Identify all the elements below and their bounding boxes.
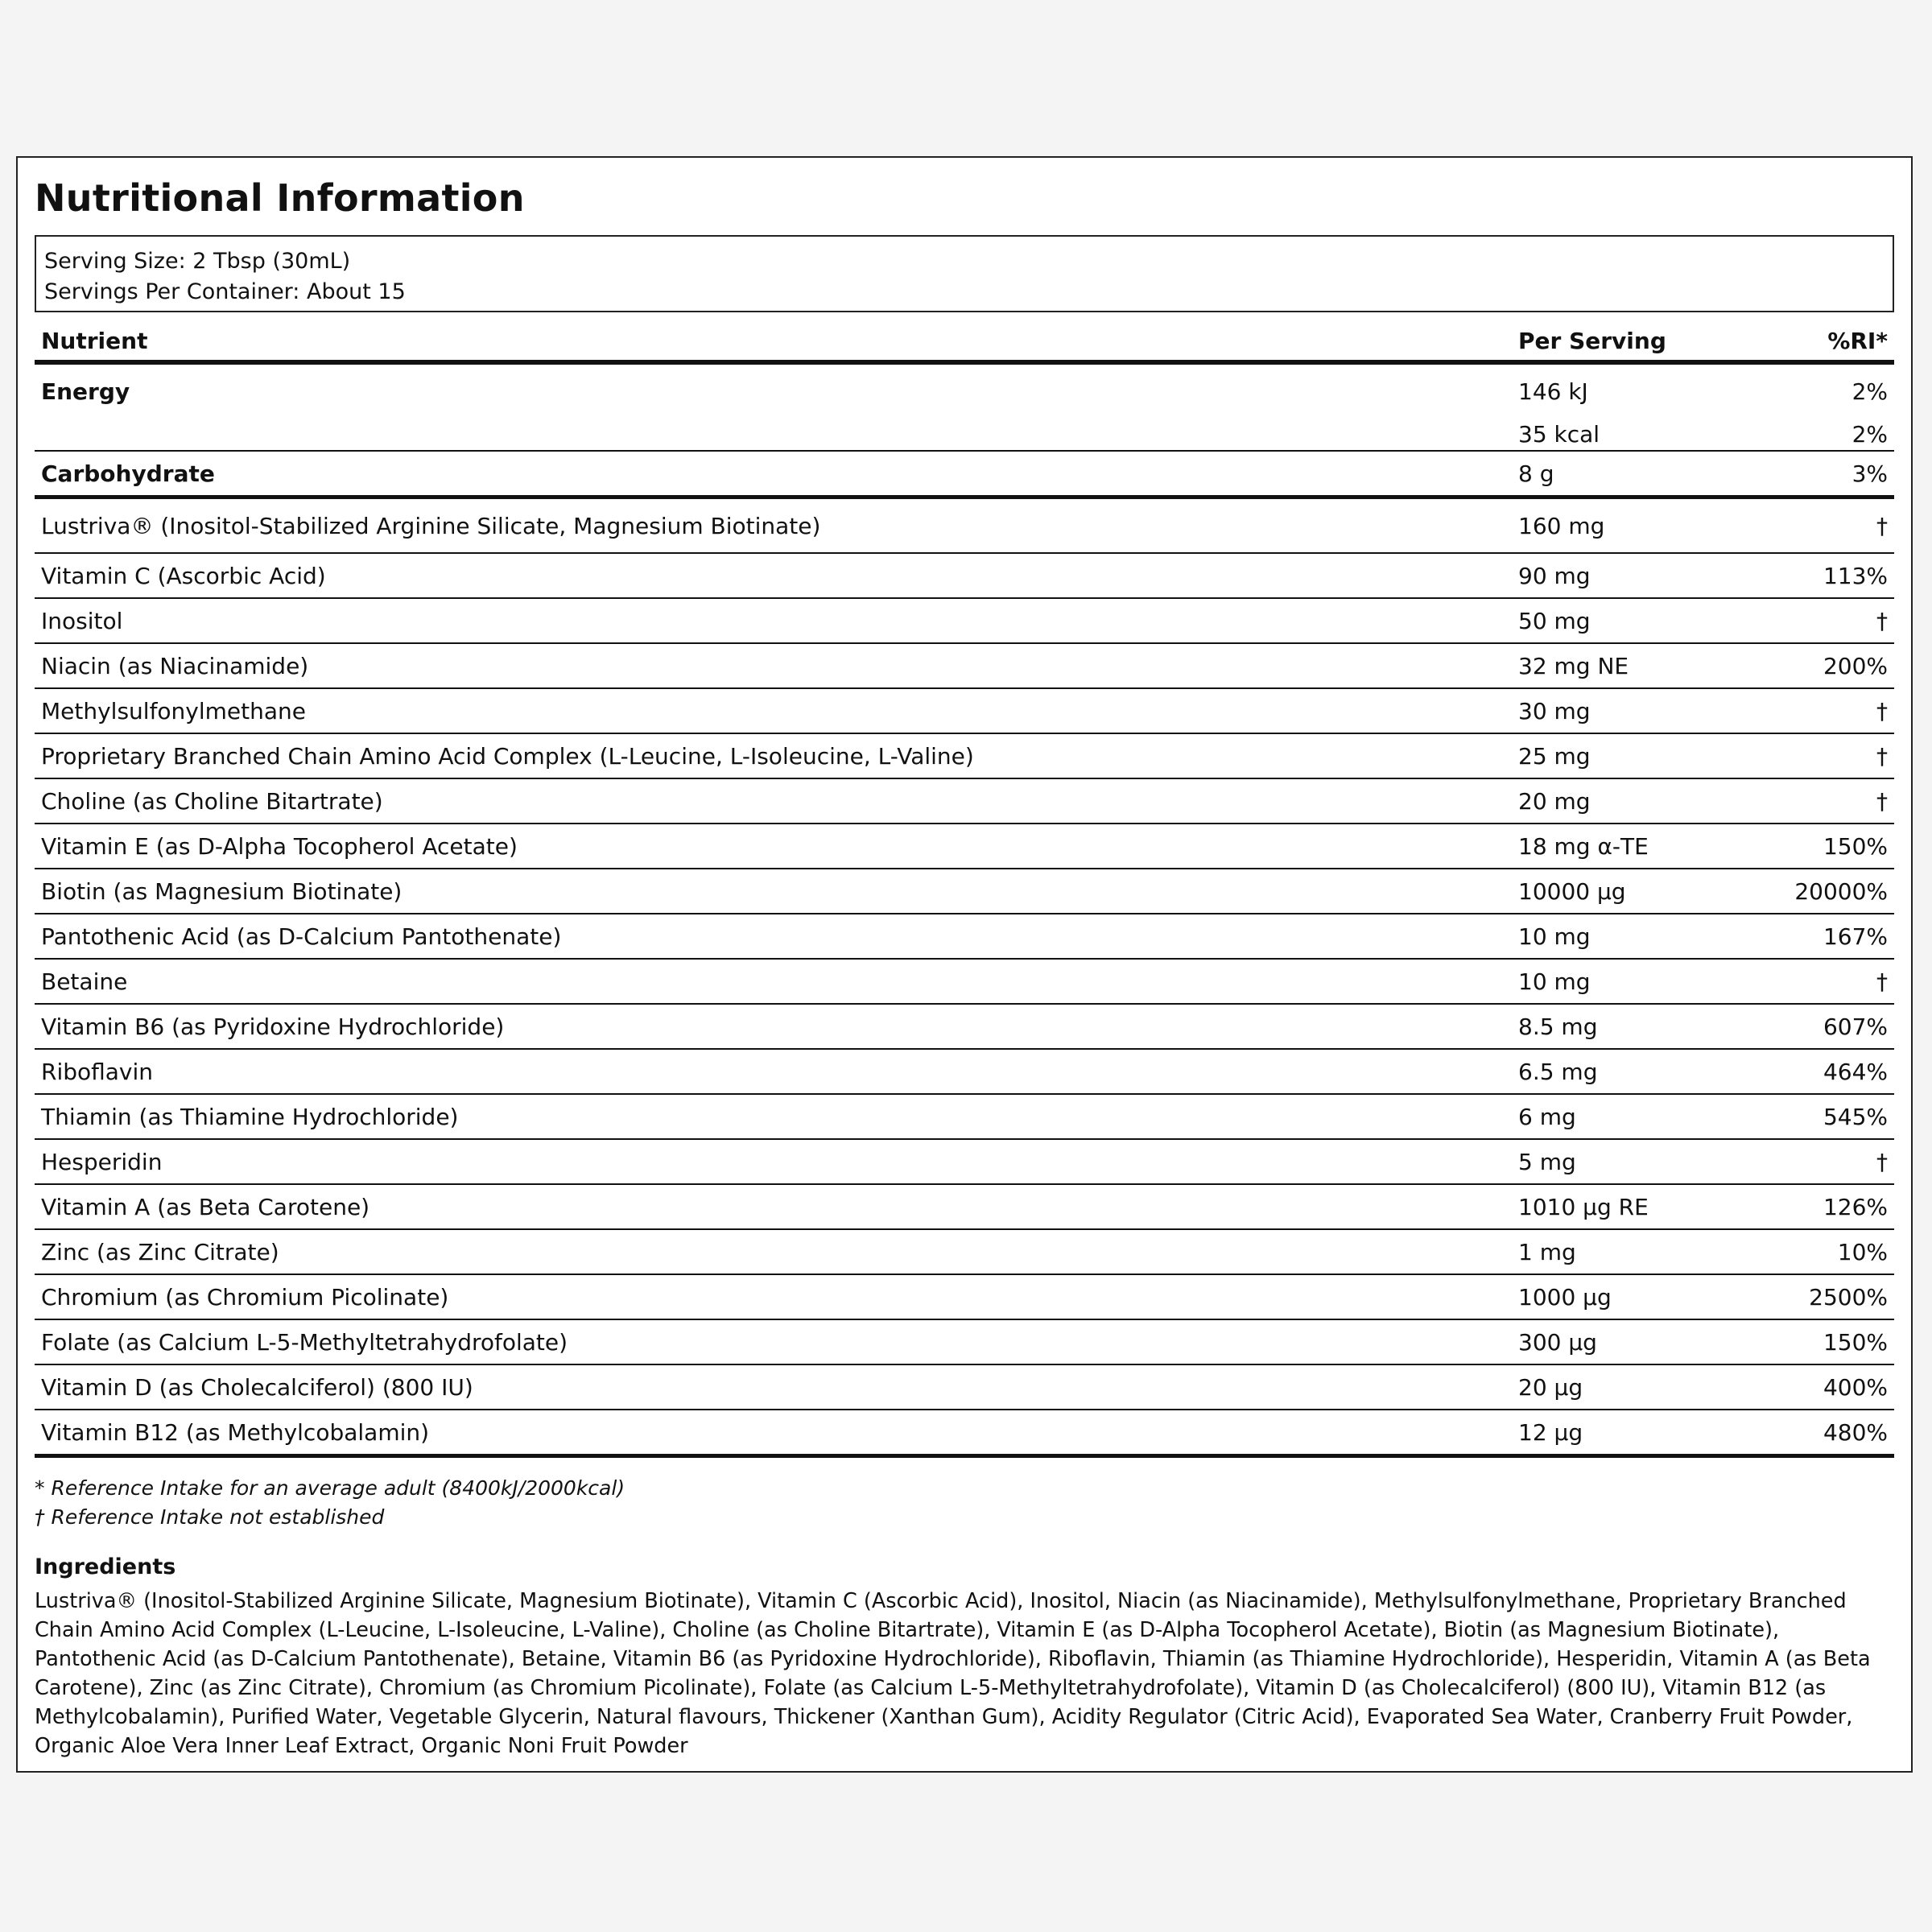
table-row xyxy=(35,598,1894,643)
nutrient-name: Proprietary Branched Chain Amino Acid Complex (L-Leucine, L-Isoleucine, L-Valine) xyxy=(35,733,1512,778)
nutrient-amount: 90 mg xyxy=(1512,553,1766,598)
nutrient-name: Folate (as Calcium L-5-Methyltetrahydrofolate) xyxy=(35,1319,1512,1364)
table-row xyxy=(35,1049,1894,1094)
footnotes xyxy=(35,1474,1894,1532)
nutrient-name: Vitamin D (as Cholecalciferol) (800 IU) xyxy=(35,1364,1512,1410)
table-row xyxy=(35,1229,1894,1274)
nutrient-amount: 10 mg xyxy=(1512,959,1766,1004)
nutrient-amount: 6 mg xyxy=(1512,1094,1766,1139)
nutrient-amount: 1010 µg RE xyxy=(1512,1184,1766,1229)
nutrient-ri: 126% xyxy=(1766,1184,1894,1229)
nutrient-name: Lustriva® (Inositol-Stabilized Arginine Silicate, Magnesium Biotinate) xyxy=(35,497,1512,554)
nutrient-ri: 2500% xyxy=(1766,1274,1894,1319)
table-row xyxy=(35,1274,1894,1319)
nutrient-amount: 8.5 mg xyxy=(1512,1004,1766,1049)
nutrient-name: Riboflavin xyxy=(35,1049,1512,1094)
nutrient-amount: 300 µg xyxy=(1512,1319,1766,1364)
nutrient-name: Vitamin E (as D-Alpha Tocopherol Acetate) xyxy=(35,824,1512,869)
table-row xyxy=(35,824,1894,869)
nutrient-ri: 20000% xyxy=(1766,869,1894,914)
table-row xyxy=(35,1184,1894,1229)
nutrient-ri: 113% xyxy=(1766,553,1894,598)
carbohydrate-label: Carbohydrate xyxy=(35,451,1512,497)
nutrient-amount: 6.5 mg xyxy=(1512,1049,1766,1094)
energy-kj: 146 kJ xyxy=(1518,378,1588,405)
nutrient-name: Thiamin (as Thiamine Hydrochloride) xyxy=(35,1094,1512,1139)
page-title: Nutritional Information xyxy=(35,176,525,220)
nutrient-amount: 10000 µg xyxy=(1512,869,1766,914)
nutrient-amount: 20 µg xyxy=(1512,1364,1766,1410)
nutrient-ri: 200% xyxy=(1766,643,1894,688)
carbohydrate-row xyxy=(35,451,1894,497)
nutrient-name: Vitamin C (Ascorbic Acid) xyxy=(35,553,1512,598)
table-header-row xyxy=(35,322,1894,362)
nutrient-ri: † xyxy=(1766,688,1894,733)
nutrient-name: Pantothenic Acid (as D-Calcium Pantothenate) xyxy=(35,914,1512,959)
table-row xyxy=(35,778,1894,824)
table-row xyxy=(35,553,1894,598)
energy-kcal: 35 kcal xyxy=(1512,418,1766,451)
carbohydrate-amount: 8 g xyxy=(1512,451,1766,497)
table-row xyxy=(35,733,1894,778)
nutrient-name: Zinc (as Zinc Citrate) xyxy=(35,1229,1512,1274)
nutrient-amount: 10 mg xyxy=(1512,914,1766,959)
energy-row xyxy=(35,362,1894,418)
nutrient-name: Vitamin B6 (as Pyridoxine Hydrochloride) xyxy=(35,1004,1512,1049)
nutrient-name: Vitamin B12 (as Methylcobalamin) xyxy=(35,1410,1512,1456)
nutrient-ri: 607% xyxy=(1766,1004,1894,1049)
table-row xyxy=(35,1410,1894,1456)
ingredients-heading: Ingredients xyxy=(35,1554,176,1579)
energy-kj-ri: 2% xyxy=(1852,378,1888,405)
nutrient-amount: 50 mg xyxy=(1512,598,1766,643)
nutrient-ri: 400% xyxy=(1766,1364,1894,1410)
nutrient-ri: 150% xyxy=(1766,824,1894,869)
header-nutrient: Nutrient xyxy=(35,322,1512,362)
nutrient-name: Chromium (as Chromium Picolinate) xyxy=(35,1274,1512,1319)
nutrient-ri: 167% xyxy=(1766,914,1894,959)
table-row xyxy=(35,1139,1894,1184)
nutrient-ri: 545% xyxy=(1766,1094,1894,1139)
energy-kcal-row xyxy=(35,418,1894,451)
nutrient-name: Betaine xyxy=(35,959,1512,1004)
table-row xyxy=(35,497,1894,554)
nutrition-table xyxy=(35,322,1894,1458)
nutrient-ri: † xyxy=(1766,598,1894,643)
nutrient-amount: 5 mg xyxy=(1512,1139,1766,1184)
energy-label: Energy xyxy=(41,378,130,405)
nutrient-amount: 12 µg xyxy=(1512,1410,1766,1456)
table-row xyxy=(35,1094,1894,1139)
table-row xyxy=(35,869,1894,914)
nutrient-amount: 25 mg xyxy=(1512,733,1766,778)
nutrient-ri: 150% xyxy=(1766,1319,1894,1364)
servings-per-container: Servings Per Container: About 15 xyxy=(44,279,406,304)
table-row xyxy=(35,643,1894,688)
nutrient-ri: 480% xyxy=(1766,1410,1894,1456)
nutrient-ri: † xyxy=(1766,497,1894,554)
nutrient-ri: † xyxy=(1766,778,1894,824)
footnote-ri: * Reference Intake for an average adult (8400kJ/2000kcal) xyxy=(35,1476,625,1500)
nutrient-amount: 32 mg NE xyxy=(1512,643,1766,688)
nutrient-name: Choline (as Choline Bitartrate) xyxy=(35,778,1512,824)
nutrient-amount: 30 mg xyxy=(1512,688,1766,733)
table-row xyxy=(35,959,1894,1004)
table-row xyxy=(35,914,1894,959)
nutrient-name: Vitamin A (as Beta Carotene) xyxy=(35,1184,1512,1229)
nutrient-name: Inositol xyxy=(35,598,1512,643)
nutrient-name: Methylsulfonylmethane xyxy=(35,688,1512,733)
header-per-serving: Per Serving xyxy=(1512,322,1766,362)
nutrient-amount: 1 mg xyxy=(1512,1229,1766,1274)
serving-info-box xyxy=(35,235,1894,312)
nutrient-ri: 464% xyxy=(1766,1049,1894,1094)
serving-size: Serving Size: 2 Tbsp (30mL) xyxy=(44,249,351,274)
ingredients-text: Lustriva® (Inositol-Stabilized Arginine Silicate, Magnesium Biotinate), Vitamin C (Ascorbic Acid), Inositol, Niacin (as Niacinamide), Methylsulfonylmethane, Proprietary Branched Chain Amino Acid Complex (L-Leucine, L-Isoleucine, L-Valine), Choline (as Choline Bitartrate), Vitamin E (as D-Alpha Tocopherol Acetate), Biotin (as Magnesium Biotinate), Pantothenic Acid (as D-Calcium Pantothenate), Betaine, Vitamin B6 (as Pyridoxine Hydrochloride), Riboflavin, Thiamin (as Thiamine Hydrochloride), Hesperidin, Vitamin A (as Beta Carotene), Zinc (as Zinc Citrate), Chromium (as Chromium Picolinate), Folate (as Calcium L-5-Methyltetrahydrofolate), Vitamin D (as Cholecalciferol) (800 IU), Vitamin B12 (as Methylcobalamin), Purified Water, Vegetable Glycerin, Natural flavours, Thickener (Xanthan Gum), Acidity Regulator (Citric Acid), Evaporated Sea Water, Cranberry Fruit Powder, Organic Aloe Vera Inner Leaf Extract, Organic Noni Fruit Powder xyxy=(35,1589,1871,1758)
nutrient-ri: 10% xyxy=(1766,1229,1894,1274)
footnote-dagger: † Reference Intake not established xyxy=(35,1505,385,1529)
nutrient-amount: 1000 µg xyxy=(1512,1274,1766,1319)
nutrient-ri: † xyxy=(1766,959,1894,1004)
nutrient-amount: 160 mg xyxy=(1512,497,1766,554)
table-row xyxy=(35,1004,1894,1049)
table-row xyxy=(35,688,1894,733)
energy-kcal-ri: 2% xyxy=(1766,418,1894,451)
nutrient-name: Niacin (as Niacinamide) xyxy=(35,643,1512,688)
table-row xyxy=(35,1364,1894,1410)
nutrient-ri: † xyxy=(1766,733,1894,778)
header-ri: %RI* xyxy=(1766,322,1894,362)
nutrient-amount: 20 mg xyxy=(1512,778,1766,824)
carbohydrate-ri: 3% xyxy=(1766,451,1894,497)
nutrient-amount: 18 mg α-TE xyxy=(1512,824,1766,869)
nutrient-name: Biotin (as Magnesium Biotinate) xyxy=(35,869,1512,914)
nutrient-ri: † xyxy=(1766,1139,1894,1184)
nutrient-name: Hesperidin xyxy=(35,1139,1512,1184)
table-row xyxy=(35,1319,1894,1364)
nutrition-panel xyxy=(16,156,1913,1773)
